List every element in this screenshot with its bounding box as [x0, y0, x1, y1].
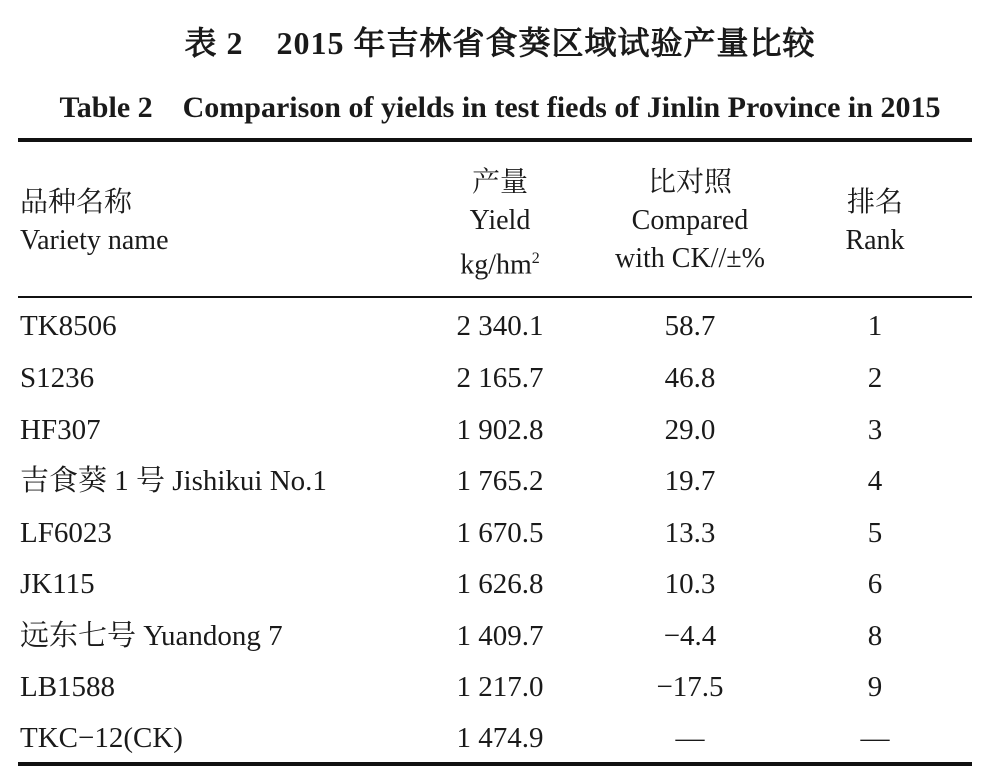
- header-compared-cn: 比对照: [647, 167, 732, 198]
- rank-cell: 8: [867, 620, 883, 652]
- variety-name-cell: LF6023: [20, 517, 112, 549]
- rank-cell: 9: [867, 671, 883, 703]
- table-row: [0, 661, 1000, 713]
- variety-name-cell: 远东七号 Yuandong 7: [20, 620, 283, 652]
- rank-cell: 4: [867, 465, 883, 497]
- header-compared-en2: with CK//±%: [615, 243, 765, 274]
- variety-name-cell: HF307: [20, 414, 101, 446]
- yield-cell: 1 409.7: [456, 620, 544, 652]
- table-row: [0, 610, 1000, 662]
- yield-cell: 1 670.5: [456, 517, 544, 549]
- yield-cell: 2 340.1: [456, 310, 544, 342]
- variety-name-cell: TKC−12(CK): [20, 722, 183, 754]
- header-yield-en: Yield: [469, 205, 531, 236]
- header-yield-unit-main: kg/hm: [460, 249, 532, 281]
- compared-cell: 58.7: [664, 310, 716, 342]
- bottom-rule: [18, 762, 972, 766]
- header-compared-en1: Compared: [631, 205, 749, 236]
- header-yield-unit: [420, 240, 580, 284]
- rank-cell: —: [860, 722, 890, 754]
- yield-cell: 1 626.8: [456, 568, 544, 600]
- compared-cell: 46.8: [664, 362, 716, 394]
- header-variety-cn: 品种名称: [20, 187, 133, 218]
- header-rank-en: Rank: [845, 225, 905, 256]
- compared-cell: 13.3: [664, 517, 716, 549]
- header-yield-unit-sup: 2: [531, 250, 540, 267]
- rank-cell: 6: [867, 568, 883, 600]
- rank-cell: 1: [867, 310, 883, 342]
- header-compared: [580, 164, 800, 278]
- variety-name-cell: JK115: [20, 568, 95, 600]
- yield-cell: 1 902.8: [456, 414, 544, 446]
- compared-cell: 10.3: [664, 568, 716, 600]
- variety-name-cell: 吉食葵 1 号 Jishikui No.1: [20, 465, 327, 497]
- yield-cell: 1 474.9: [456, 722, 544, 754]
- table-row: [0, 455, 1000, 507]
- variety-name-cell: TK8506: [20, 310, 117, 342]
- compared-cell: 29.0: [664, 414, 716, 446]
- header-rule: [18, 296, 972, 298]
- header-yield-cn: 产量: [471, 167, 528, 198]
- header-rank: [810, 184, 940, 260]
- table-row: [0, 507, 1000, 559]
- table-row: [0, 712, 1000, 764]
- top-rule: [18, 138, 972, 142]
- header-rank-cn: 排名: [846, 187, 903, 218]
- header-yield: [420, 164, 580, 284]
- compared-cell: 19.7: [664, 465, 716, 497]
- variety-name-cell: LB1588: [20, 671, 116, 703]
- table-row: [0, 300, 1000, 352]
- rank-cell: 3: [867, 414, 883, 446]
- table-row: [0, 352, 1000, 404]
- yield-cell: 2 165.7: [456, 362, 544, 394]
- header-variety: [20, 184, 169, 260]
- table-title-chinese: 表 2 2015 年吉林省食葵区域试验产量比较: [184, 25, 816, 61]
- yield-cell: 1 765.2: [456, 465, 544, 497]
- variety-name-cell: S1236: [20, 362, 95, 394]
- compared-cell: —: [675, 722, 705, 754]
- compared-cell: −4.4: [663, 620, 717, 652]
- table-title-english: Table 2 Comparison of yields in test fieds of Jinlin Province in 2015: [59, 91, 941, 124]
- table-row: [0, 404, 1000, 456]
- yield-cell: 1 217.0: [456, 671, 544, 703]
- table-row: [0, 558, 1000, 610]
- rank-cell: 2: [867, 362, 883, 394]
- header-variety-en: Variety name: [20, 225, 169, 256]
- rank-cell: 5: [867, 517, 883, 549]
- compared-cell: −17.5: [656, 671, 724, 703]
